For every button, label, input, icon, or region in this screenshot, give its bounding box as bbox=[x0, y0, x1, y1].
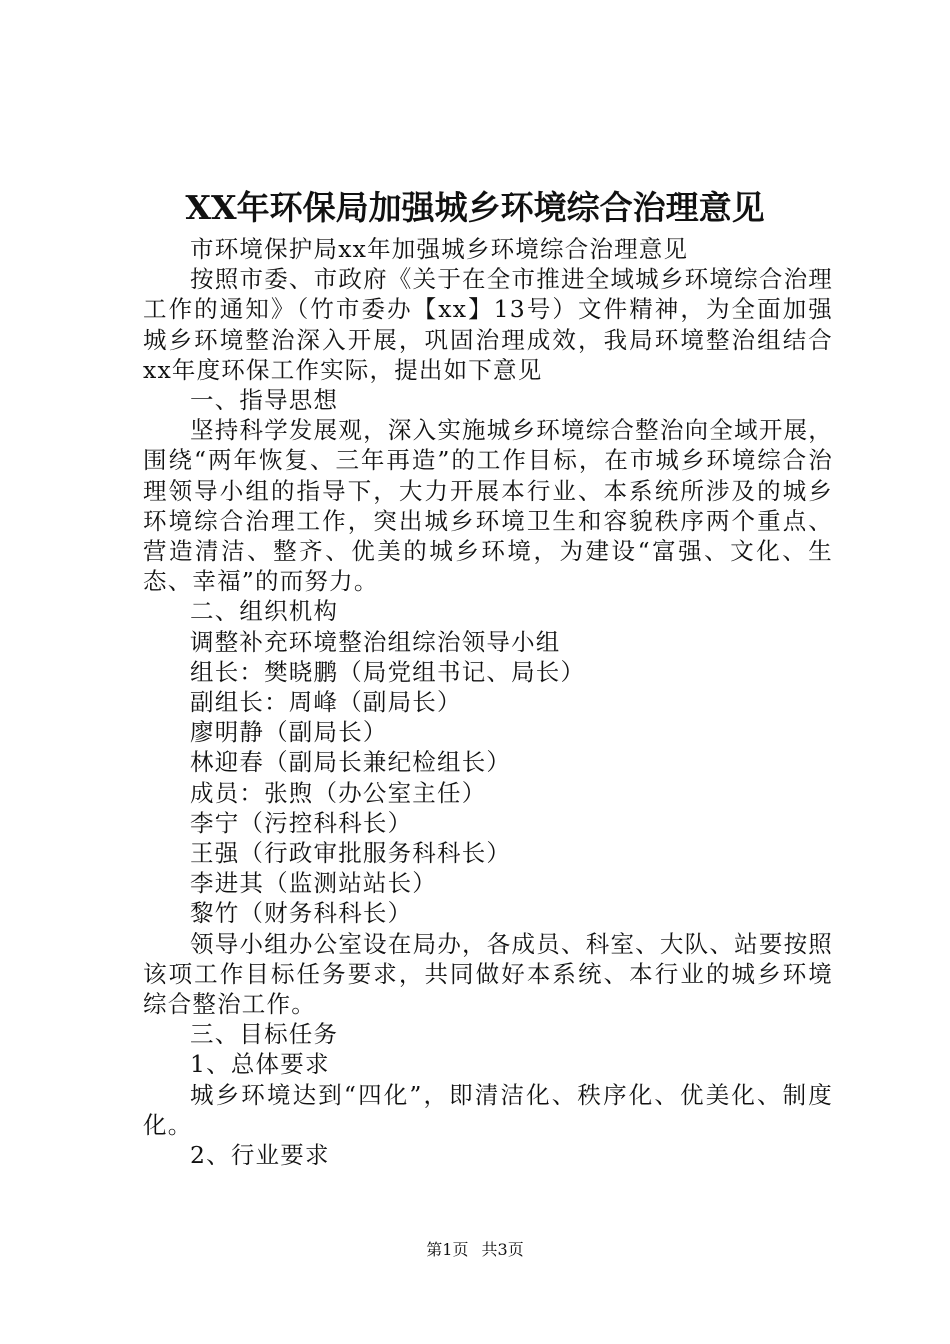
section-heading: 二、组织机构 bbox=[190, 597, 339, 626]
member-line: 成员：张煦（办公室主任） bbox=[190, 778, 487, 807]
member-line: 李宁（污控科科长） bbox=[190, 808, 413, 837]
document-title: XX年环保局加强城乡环境综合治理意见 bbox=[185, 188, 765, 227]
paragraph: 坚持科学发展观，深入实施城乡环境综合整治向全域开展，围绕“两年恢复、三年再造”的工作目标，在市城乡环境综合治理领导小组的指导下，大力开展本行业、本系统所涉及的城乡环境综合治理工作，突出城乡环境卫生和容貌秩序两个重点、营造清洁、整齐、优美的城乡环境，为建设“富强、文化、生态、幸福”的而努力。 bbox=[143, 416, 833, 596]
member-line: 王强（行政审批服务科科长） bbox=[190, 839, 512, 868]
member-line: 黎竹（财务科科长） bbox=[190, 899, 413, 928]
section-heading: 三、目标任务 bbox=[190, 1020, 339, 1049]
member-line: 林迎春（副局长兼纪检组长） bbox=[190, 748, 512, 777]
page-number: 第1页 bbox=[426, 1240, 469, 1259]
document-body bbox=[143, 234, 833, 1170]
subsection-heading: 1、总体要求 bbox=[190, 1050, 330, 1079]
member-line: 廖明静（副局长） bbox=[190, 718, 388, 747]
subsection-heading: 2、行业要求 bbox=[190, 1141, 330, 1170]
paragraph: 市环境保护局xx年加强城乡环境综合治理意见 bbox=[190, 235, 689, 263]
section-heading: 一、指导思想 bbox=[190, 386, 339, 415]
page-total: 共3页 bbox=[481, 1240, 524, 1259]
paragraph: 领导小组办公室设在局办，各成员、科室、大队、站要按照该项工作目标任务要求，共同做好本系统、本行业的城乡环境综合整治工作。 bbox=[143, 929, 833, 1019]
member-line: 副组长：周峰（副局长） bbox=[190, 688, 462, 717]
member-line: 李进其（监测站站长） bbox=[190, 869, 437, 898]
member-line: 组长：樊晓鹏（局党组书记、局长） bbox=[190, 657, 586, 686]
paragraph: 城乡环境达到“四化”，即清洁化、秩序化、优美化、制度化。 bbox=[143, 1080, 833, 1139]
page-footer bbox=[0, 1239, 950, 1261]
paragraph: 按照市委、市政府《关于在全市推进全域城乡环境综合治理工作的通知》（竹市委办【xx】13号）文件精神，为全面加强城乡环境整治深入开展，巩固治理成效，我局环境整治组结合xx年度环保工作实际，提出如下意见 bbox=[143, 265, 833, 384]
paragraph: 调整补充环境整治组综治领导小组 bbox=[190, 627, 561, 656]
